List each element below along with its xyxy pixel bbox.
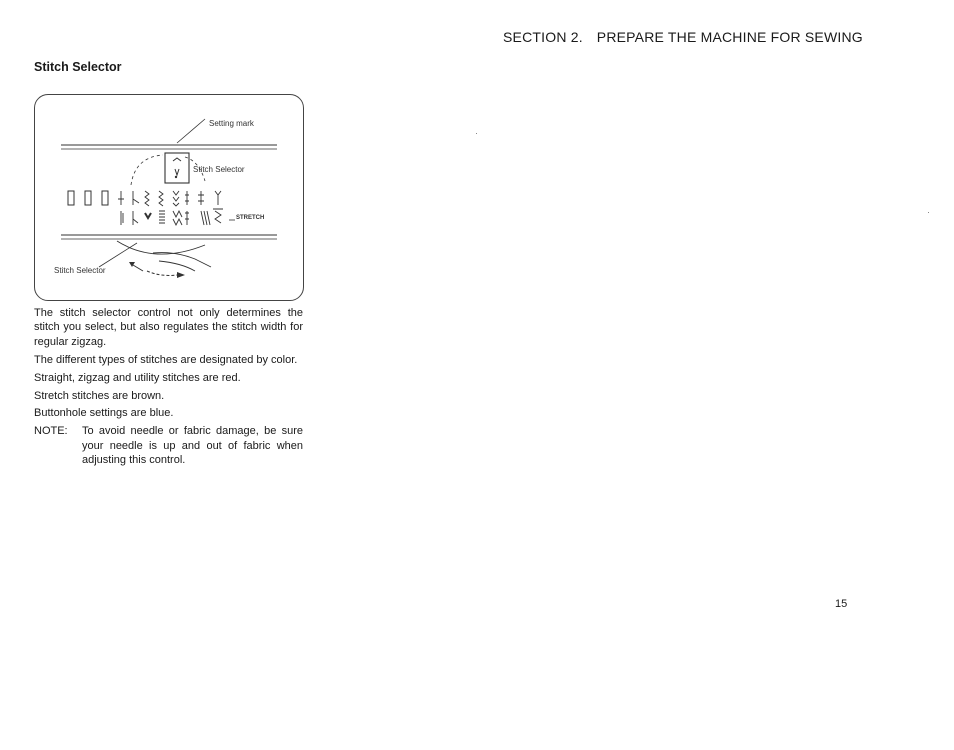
stitch-selector-label-top: Stitch Selector — [193, 165, 245, 174]
paragraph-5: Buttonhole settings are blue. — [34, 407, 174, 420]
note-text: To avoid needle or fabric damage, be sure your needle is up and out of fabric when adjusting this control. — [82, 425, 303, 467]
stitch-selector-figure — [34, 94, 304, 301]
stitch-selector-label-bottom: Stitch Selector — [54, 266, 106, 275]
scan-speck — [928, 212, 929, 213]
page-heading: Stitch Selector — [34, 60, 122, 74]
scan-speck — [476, 133, 477, 134]
note-label: NOTE: — [34, 425, 68, 438]
note — [34, 424, 303, 467]
section-number: SECTION 2. — [503, 29, 583, 45]
stretch-label: STRETCH — [236, 215, 265, 221]
section-header — [503, 29, 863, 45]
paragraph-3: Straight, zigzag and utility stitches are red. — [34, 371, 241, 384]
setting-mark-label: Setting mark — [209, 119, 254, 128]
paragraph-2: The different types of stitches are designated by color. — [34, 353, 298, 366]
paragraph-4: Stretch stitches are brown. — [34, 389, 165, 402]
page-number: 15 — [835, 598, 848, 610]
body-text — [34, 306, 303, 468]
paragraph-1: The stitch selector control not only determines the stitch you select, but also regulates the stitch width for regular zigzag. — [34, 307, 303, 348]
section-title: PREPARE THE MACHINE FOR SEWING — [596, 29, 863, 45]
